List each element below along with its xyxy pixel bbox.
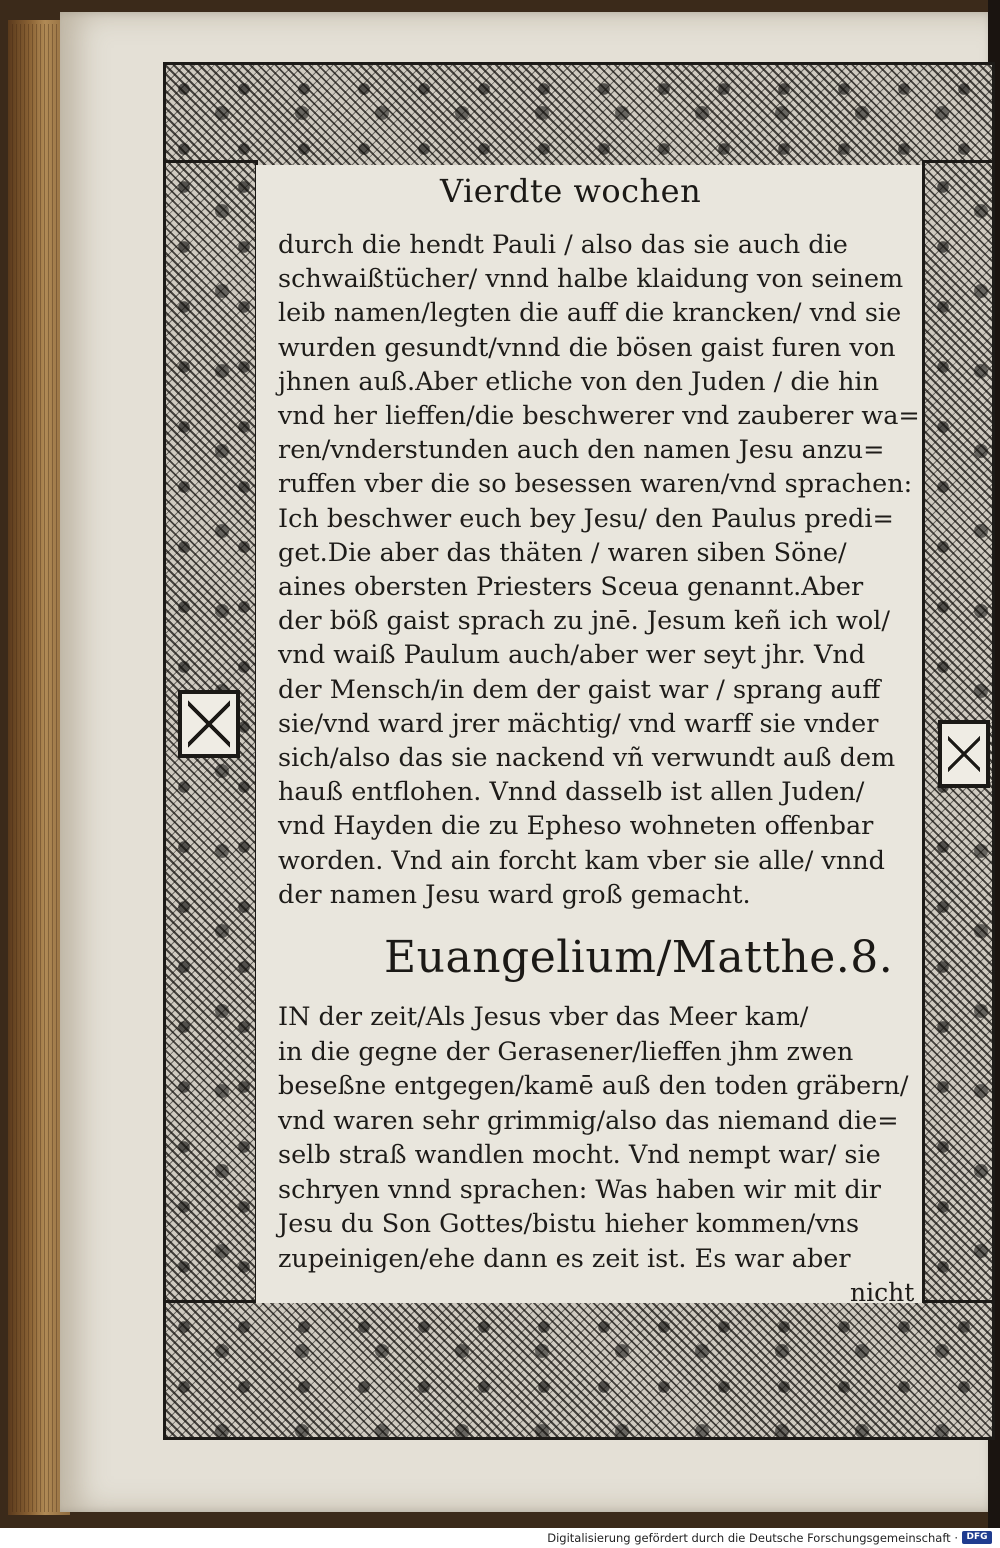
border-ornament-box xyxy=(938,720,990,788)
text-line: in die gegne der Gerasener/lieffen jhm zwen xyxy=(278,1036,854,1067)
dfg-logo: DFG xyxy=(962,1531,992,1544)
text-line: leib namen/legten die auff die krancken/ vnd sie xyxy=(278,298,902,329)
section-title: Euangelium/Matthe.8. xyxy=(384,932,894,983)
text-line: ruffen vber die so besessen waren/vnd sprachen: xyxy=(278,469,913,500)
text-line: wurden gesundt/vnnd die bösen gaist furen von xyxy=(278,332,896,363)
text-line: vnd Hayden die zu Epheso wohneten offenbar xyxy=(278,811,874,842)
text-line: durch die hendt Pauli / also das sie auch die xyxy=(278,230,848,260)
text-line: selb straß wandlen mocht. Vnd nempt war/ sie xyxy=(278,1140,881,1170)
text-line: sie/vnd ward jrer mächtig/ vnd warff sie vnder xyxy=(278,708,879,739)
body-text xyxy=(278,228,918,912)
text-line: Ich beschwer euch bey Jesu/ den Paulus predi= xyxy=(278,503,894,534)
text-line: der Mensch/in dem der gaist war / sprang auff xyxy=(278,674,881,705)
woodcut-border-top xyxy=(163,62,995,172)
text-line: beseßne entgegen/kamē auß den toden gräbern/ xyxy=(278,1071,909,1101)
text-line: jhnen auß.Aber etliche von den Juden / die hin xyxy=(278,366,880,397)
text-line: IN der zeit/Als Jesus vber das Meer kam/ xyxy=(278,1002,809,1032)
text-line: schryen vnnd sprachen: Was haben wir mit dir xyxy=(278,1174,881,1205)
border-ornament-box xyxy=(178,690,240,758)
text-line: ren/vnderstunden auch den namen Jesu anzu= xyxy=(278,435,885,466)
footer-bar xyxy=(0,1528,1000,1548)
text-line: schwaißtücher/ vnnd halbe klaidung von seinem xyxy=(278,264,904,295)
catchword: nicht xyxy=(850,1278,915,1307)
text-line: vnd waren sehr grimmig/also das niemand die= xyxy=(278,1105,899,1136)
text-line: der namen Jesu ward groß gemacht. xyxy=(278,879,751,910)
text-line: zupeinigen/ehe dann es zeit ist. Es war aber xyxy=(278,1243,851,1274)
text-line: get.Die aber das thäten / waren siben Söne/ xyxy=(278,537,847,568)
funding-credit: Digitalisierung gefördert durch die Deutsche Forschungsgemeinschaft · xyxy=(547,1531,958,1545)
gospel-text xyxy=(278,1000,918,1276)
page-heading: Vierdte wochen xyxy=(440,172,702,210)
book-edge-pages xyxy=(12,24,66,1512)
text-line: worden. Vnd ain forcht kam vber sie alle/ vnnd xyxy=(278,845,885,876)
woodcut-border-bottom xyxy=(163,1300,995,1440)
text-line: hauß entflohen. Vnnd dasselb ist allen Juden/ xyxy=(278,777,865,808)
text-line: der böß gaist sprach zu jnē. Jesum keñ ich wol/ xyxy=(278,606,890,637)
text-line: Jesu du Son Gottes/bistu hieher kommen/vns xyxy=(278,1209,860,1239)
text-line: aines obersten Priesters Sceua genannt.Aber xyxy=(278,572,864,603)
text-line: sich/also das sie nackend vñ verwundt auß dem xyxy=(278,743,896,774)
text-line: vnd waiß Paulum auch/aber wer seyt jhr. Vnd xyxy=(278,640,866,671)
text-line: vnd her lieffen/die beschwerer vnd zauberer wa= xyxy=(278,401,920,432)
